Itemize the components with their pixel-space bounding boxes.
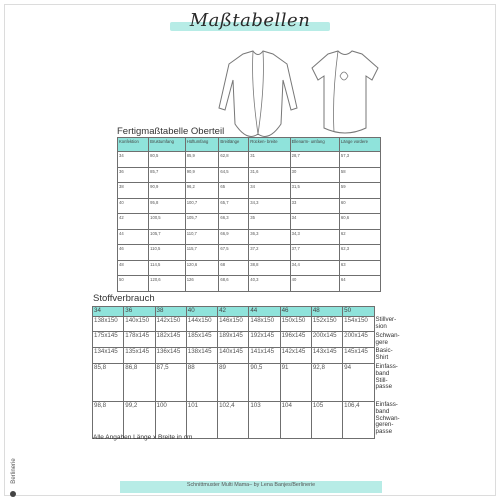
column-header: Breitlänge — [219, 138, 249, 152]
table-cell: 142x145 — [280, 347, 311, 363]
cardigan-front-illustration — [213, 46, 303, 146]
column-header: Konfektion — [118, 138, 149, 152]
size-header: 40 — [186, 307, 217, 317]
table-cell: 92,8 — [311, 363, 342, 401]
size-header: 44 — [249, 307, 280, 317]
table-cell: 138x145 — [186, 347, 217, 363]
table-cell: 150x150 — [280, 316, 311, 332]
table-cell: 94 — [343, 363, 374, 401]
table-cell: 146x150 — [218, 316, 249, 332]
table-row — [93, 347, 405, 363]
table-cell: 85,8 — [93, 363, 124, 401]
table-row — [118, 229, 381, 245]
table-cell: 154x150 — [343, 316, 374, 332]
table-cell: 44 — [118, 229, 149, 245]
table1-title: Fertigmaßtabelle Oberteil — [117, 126, 225, 137]
column-header: Hüftumfang — [185, 138, 219, 152]
table-cell: 46 — [118, 245, 149, 261]
table-cell: 100 — [155, 401, 186, 438]
table-cell: 34,3 — [249, 198, 290, 214]
table-cell: 62 — [339, 229, 380, 245]
table-cell: 152x150 — [311, 316, 342, 332]
table-cell: 105 — [311, 401, 342, 438]
table-cell: 67,5 — [219, 245, 249, 261]
table-cell: 34 — [118, 152, 149, 168]
table-cell: 135x145 — [124, 347, 155, 363]
table-cell: 37,2 — [249, 245, 290, 261]
table-row — [118, 260, 381, 276]
table-row — [93, 363, 405, 401]
table-cell: 102,4 — [218, 401, 249, 438]
table-cell: 138x150 — [93, 316, 124, 332]
table-header-row — [93, 307, 405, 317]
table-cell: 38 — [118, 183, 149, 199]
table-cell: 88 — [186, 363, 217, 401]
table-cell: 110,5 — [149, 245, 186, 261]
table-cell: 141x145 — [249, 347, 280, 363]
table-cell: 68 — [219, 260, 249, 276]
table-cell: 40,3 — [249, 276, 290, 292]
brand-logo-icon — [10, 491, 16, 497]
size-header: 50 — [343, 307, 374, 317]
table-cell: 90,9 — [185, 167, 219, 183]
table-cell: 42 — [118, 214, 149, 230]
table-cell: 86,8 — [124, 363, 155, 401]
table-cell: 103 — [249, 401, 280, 438]
table-cell: 40 — [118, 198, 149, 214]
table-cell: 90,9 — [149, 183, 186, 199]
table-cell: 148x150 — [249, 316, 280, 332]
table-row — [118, 183, 381, 199]
table-cell: 95,8 — [149, 198, 186, 214]
table-row — [118, 214, 381, 230]
finished-measurements-table — [117, 137, 381, 292]
shirt-nursing-illustration — [300, 46, 390, 146]
table-cell: 60 — [339, 198, 380, 214]
table-cell: 65,7 — [219, 198, 249, 214]
table-cell: 50 — [118, 276, 149, 292]
table-cell: 68,6 — [219, 276, 249, 292]
table-cell: 110,7 — [185, 229, 219, 245]
column-header: Länge vordere — [339, 138, 380, 152]
table-cell: 99,2 — [124, 401, 155, 438]
table-row — [118, 245, 381, 261]
table-cell: 192x145 — [249, 332, 280, 348]
table-cell: 98,8 — [93, 401, 124, 438]
table-cell: 140x145 — [218, 347, 249, 363]
column-header: Ellenarm- umfang — [290, 138, 339, 152]
table-cell: 35 — [249, 214, 290, 230]
table-cell: 36,3 — [249, 229, 290, 245]
table-cell: 104 — [280, 401, 311, 438]
table-cell: 64,5 — [219, 167, 249, 183]
table-cell: 89 — [218, 363, 249, 401]
table-cell: 100,7 — [185, 198, 219, 214]
table-cell: 37,7 — [290, 245, 339, 261]
table-cell: 80,5 — [149, 152, 186, 168]
fabric-consumption-table — [92, 306, 404, 439]
table-cell: 142x150 — [155, 316, 186, 332]
table-cell: 114,5 — [149, 260, 186, 276]
table-row — [118, 152, 381, 168]
brand-name: Berlinerie — [11, 458, 17, 484]
page-title-block — [150, 10, 350, 38]
table-cell: 59 — [339, 183, 380, 199]
table-cell: 62,8 — [219, 152, 249, 168]
table-cell: 145x145 — [343, 347, 374, 363]
table-cell: 106,4 — [343, 401, 374, 438]
table-cell: 115,7 — [185, 245, 219, 261]
table-cell: 57,3 — [339, 152, 380, 168]
table-cell: 34 — [290, 214, 339, 230]
table-cell: 85,7 — [149, 167, 186, 183]
column-header: Rücken- breite — [249, 138, 290, 152]
table-cell: 64 — [339, 276, 380, 292]
size-header: 42 — [218, 307, 249, 317]
table-cell: 31,5 — [290, 183, 339, 199]
table-cell: 48 — [118, 260, 149, 276]
table-cell: 105,7 — [149, 229, 186, 245]
size-header: 48 — [311, 307, 342, 317]
description-header — [374, 307, 404, 317]
table2-title: Stoffverbrauch — [93, 293, 155, 304]
brand-mark — [8, 454, 18, 494]
table-row — [93, 316, 405, 332]
table-cell: 189x145 — [218, 332, 249, 348]
table-cell: 34,4 — [290, 260, 339, 276]
table-cell: 134x145 — [93, 347, 124, 363]
table-cell: 65 — [219, 183, 249, 199]
table-cell: 96,2 — [185, 183, 219, 199]
row-description: Basic- Shirt — [374, 347, 404, 363]
table-cell: 143x145 — [311, 347, 342, 363]
units-note: Alle Angaben Länge x Breite in cm — [93, 434, 193, 441]
table-cell: 182x145 — [155, 332, 186, 348]
table-cell: 126 — [185, 276, 219, 292]
table-cell: 120,6 — [149, 276, 186, 292]
table-cell: 58 — [339, 167, 380, 183]
table-cell: 38,8 — [249, 260, 290, 276]
table-cell: 101 — [186, 401, 217, 438]
table-cell: 175x145 — [93, 332, 124, 348]
table-cell: 66,3 — [219, 214, 249, 230]
table-cell: 62,3 — [339, 245, 380, 261]
table-cell: 34 — [249, 183, 290, 199]
table-cell: 33 — [290, 198, 339, 214]
table-cell: 200x145 — [343, 332, 374, 348]
size-header: 38 — [155, 307, 186, 317]
table-row — [118, 276, 381, 292]
table-header-row — [118, 138, 381, 152]
table-cell: 30 — [290, 167, 339, 183]
footer-text: Schnittmuster Multi Mama– by Lena Banjes/Berlinerie — [186, 482, 316, 488]
row-description: Schwan- gere — [374, 332, 404, 348]
row-description: Einfass- band Schwan- geren- passe — [374, 401, 404, 438]
table-cell: 63 — [339, 260, 380, 276]
table-cell: 196x145 — [280, 332, 311, 348]
table-cell: 90,5 — [249, 363, 280, 401]
table-cell: 91 — [280, 363, 311, 401]
table-cell: 120,6 — [185, 260, 219, 276]
table-cell: 60,6 — [339, 214, 380, 230]
table-cell: 100,5 — [149, 214, 186, 230]
table-row — [118, 167, 381, 183]
table-cell: 40 — [290, 276, 339, 292]
page-title: Maßtabellen — [189, 10, 311, 31]
table-cell: 66,9 — [219, 229, 249, 245]
table-cell: 140x150 — [124, 316, 155, 332]
table-cell: 185x145 — [186, 332, 217, 348]
table-cell: 200x145 — [311, 332, 342, 348]
table-row — [118, 198, 381, 214]
table-cell: 36 — [118, 167, 149, 183]
table-cell: 85,9 — [185, 152, 219, 168]
table-cell: 178x145 — [124, 332, 155, 348]
row-description: Stillver- sion — [374, 316, 404, 332]
table-row — [93, 332, 405, 348]
size-header: 46 — [280, 307, 311, 317]
size-header: 36 — [124, 307, 155, 317]
table-cell: 28,7 — [290, 152, 339, 168]
table-cell: 144x150 — [186, 316, 217, 332]
table-cell: 105,7 — [185, 214, 219, 230]
row-description: Einfass- band Still- passe — [374, 363, 404, 401]
column-header: Brustumfang — [149, 138, 186, 152]
table-row — [93, 401, 405, 438]
table-cell: 31,6 — [249, 167, 290, 183]
table-cell: 34,3 — [290, 229, 339, 245]
table-cell: 31 — [249, 152, 290, 168]
table-cell: 87,5 — [155, 363, 186, 401]
size-header: 34 — [93, 307, 124, 317]
table-cell: 136x145 — [155, 347, 186, 363]
